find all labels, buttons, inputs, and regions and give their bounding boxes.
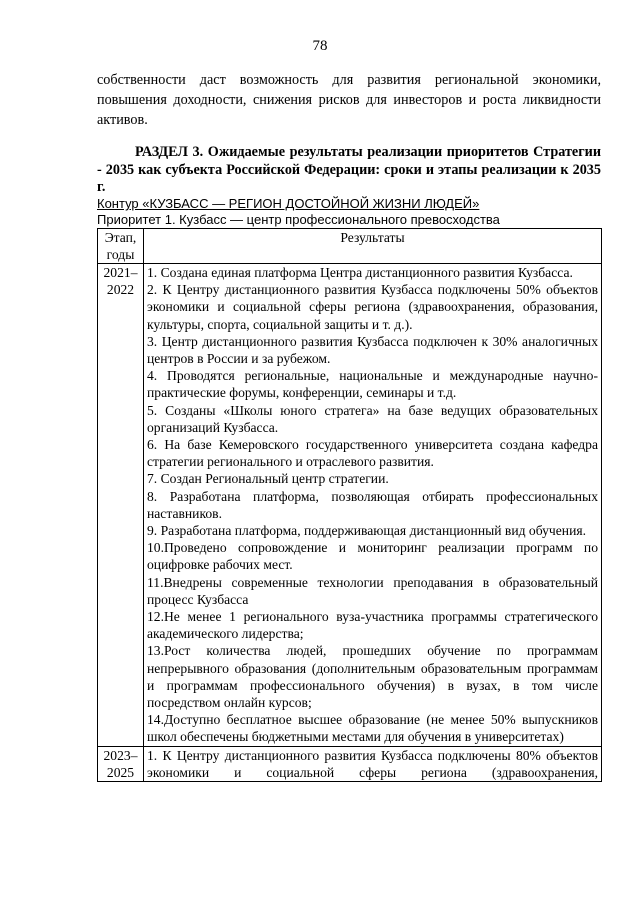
result-item: 3. Центр дистанционного развития Кузбасса подключен к 30% аналогичных центров в России и за рубежом. [147, 333, 598, 367]
page-number: 78 [312, 38, 328, 54]
stage-cell: 2021–2022 [98, 264, 144, 747]
result-item: 7. Создан Региональный центр стратегии. [147, 471, 389, 487]
stage-cell: 2023–2025 [98, 746, 144, 781]
result-item: 2. К Центру дистанционного развития Кузбасса подключены 50% объектов экономики и социальной сферы региона (здравоохранения, образования, культуры, спорта, социальной защиты и т. д.). [147, 282, 598, 332]
result-item: 14.Доступно бесплатное высшее образование (не менее 50% выпускников школ обеспечены бюджетными местами для обучения в университетах) [147, 712, 598, 745]
contour-line [97, 196, 601, 212]
table-header-row [98, 229, 602, 264]
header-stage: Этап, годы [98, 229, 144, 264]
result-item: 9. Разработана платформа, поддерживающая дистанционный вид обучения. [147, 523, 586, 539]
contour-name: «КУЗБАСС — РЕГИОН ДОСТОЙНОЙ ЖИЗНИ ЛЮДЕЙ» [142, 196, 480, 211]
result-item: 12.Не менее 1 регионального вуза-участника программы стратегического академического лидерства; [147, 609, 598, 642]
result-item: 13.Рост количества людей, прошедших обучение по программам непрерывного образования (дополнительным образовательным программам и программам профессионального обучения) в вузах, в том числе посредством онлайн курсов; [147, 643, 598, 711]
result-item: 1. К Центру дистанционного развития Кузбасса подключены 80% объектов экономики и социальной сферы региона (здравоохранения, [147, 747, 598, 780]
results-table [97, 228, 602, 782]
section-heading: РАЗДЕЛ 3. Ожидаемые результаты реализации приоритетов Стратегии - 2035 как субъекта Российской Федерации: сроки и этапы реализации к 2035 г. [97, 144, 601, 195]
table-row [98, 746, 602, 781]
results-cell [144, 264, 602, 747]
contour-prefix: Контур [97, 196, 143, 211]
results-cell [144, 746, 602, 781]
result-item: 1. Создана единая платформа Центра дистанционного развития Кузбасса. [147, 265, 573, 280]
result-item: 4. Проводятся региональные, национальные и международные научно-практические форумы, конференции, семинары и т.д. [147, 368, 598, 401]
header-results: Результаты [144, 229, 602, 264]
result-item: 6. На базе Кемеровского государственного университета создана кафедра стратегии регионального и отраслевого развития. [147, 437, 598, 470]
result-item: 8. Разработана платформа, позволяющая отбирать профессиональных наставников. [147, 488, 598, 521]
priority-line: Приоритет 1. Кузбасс — центр профессионального превосходства [97, 212, 500, 227]
intro-paragraph: собственности даст возможность для развития региональной экономики, повышения доходности, снижения рисков для инвесторов и роста ликвидности активов. [97, 72, 601, 128]
result-item: 5. Созданы «Школы юного стратега» на базе ведущих образовательных организаций Кузбасса. [147, 402, 598, 435]
result-item: 10.Проведено сопровождение и мониторинг реализации программ по оцифровке рабочих мест. [147, 540, 598, 573]
result-item: 11.Внедрены современные технологии преподавания в образовательный процесс Кузбасса [147, 574, 598, 607]
table-row [98, 264, 602, 747]
